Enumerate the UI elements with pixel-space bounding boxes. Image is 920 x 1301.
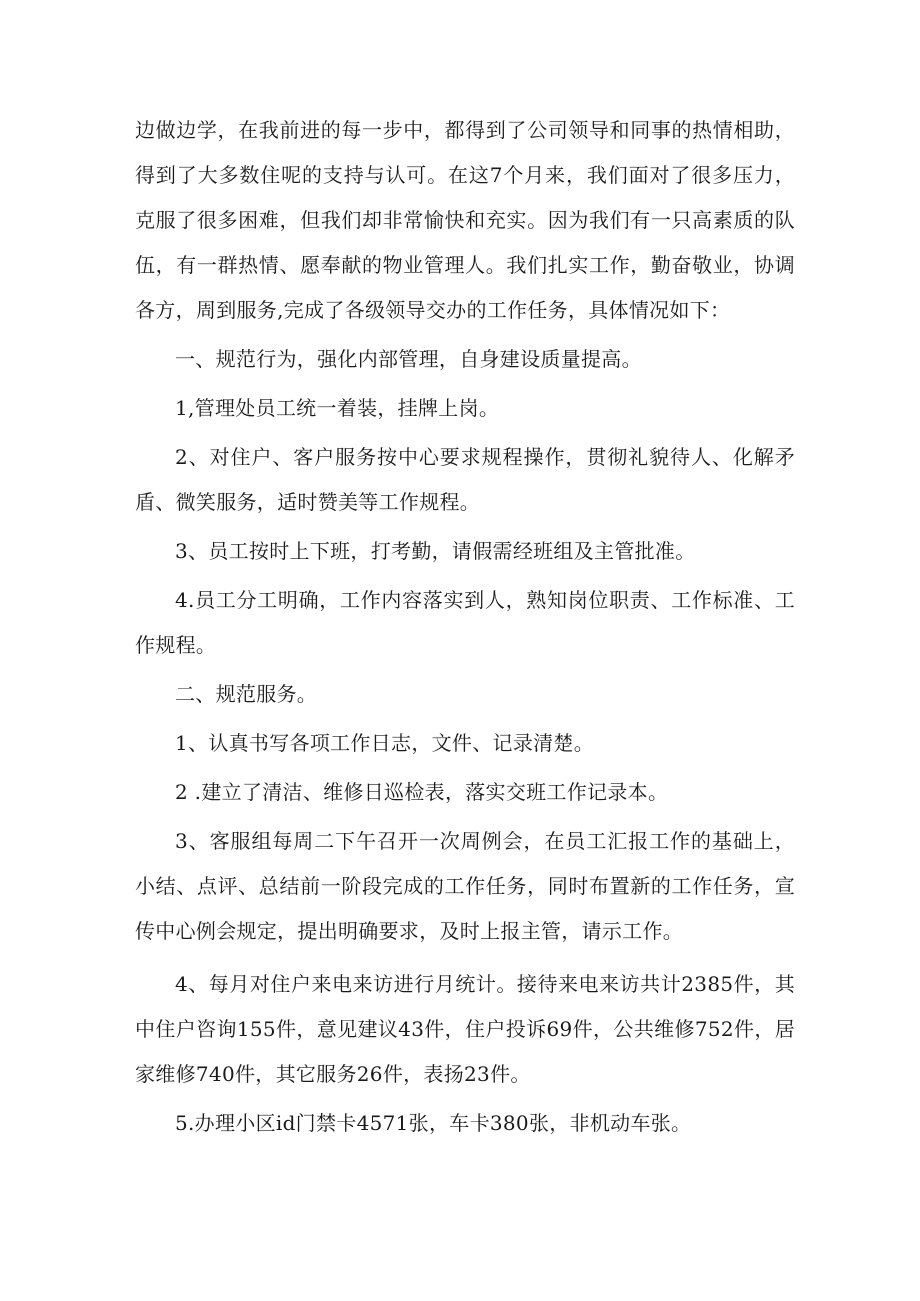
list-item: 2、对住户、客户服务按中心要求规程操作，贯彻礼貌待人、化解矛盾、微笑服务，适时赞美等工作规程。 [135,445,795,514]
list-item: 4.员工分工明确，工作内容落实到人，熟知岗位职责、工作标准、工作规程。 [135,588,795,657]
list-item: 3、员工按时上下班，打考勤，请假需经班组及主管批准。 [175,539,696,563]
list-item: 5.办理小区id门禁卡4571张，车卡380张，非机动车张。 [175,1111,692,1135]
list-item: 2 .建立了清洁、维修日巡检表，落实交班工作记录本。 [175,780,669,804]
section-heading-2: 二、规范服务。 [175,682,318,706]
list-item: 3、客服组每周二下午召开一次周例会，在员工汇报工作的基础上，小结、点评、总结前一阶段完成的工作任务，同时布置新的工作任务，宣传中心例会规定，提出明确要求，及时上报主管，请示工作。 [135,829,795,943]
paragraph-intro: 边做边学，在我前进的每一步中，都得到了公司领导和同事的热情相助，得到了大多数住呢的支持与认可。在这7个月来，我们面对了很多压力，克服了很多困难，但我们却非常愉快和充实。因为我们有一只高素质的队伍，有一群热情、愿奉献的物业管理人。我们扎实工作，勤奋敬业，协调各方，周到服务,完成了各级领导交办的工作任务，具体情况如下： [135,118,795,322]
list-item: 4、每月对住户来电来访进行月统计。接待来电来访共计2385件，其中住户咨询155件，意见建议43件，住户投诉69件，公共维修752件，居家维修740件，其它服务26件，表扬23件。 [135,972,795,1086]
section-heading-1: 一、规范行为，强化内部管理，自身建设质量提高。 [175,347,642,371]
list-item: 1、认真书写各项工作日志，文件、记录清楚。 [175,731,595,755]
list-item: 1,管理处员工统一着装，挂牌上岗。 [175,396,500,420]
document-body [135,108,795,1146]
